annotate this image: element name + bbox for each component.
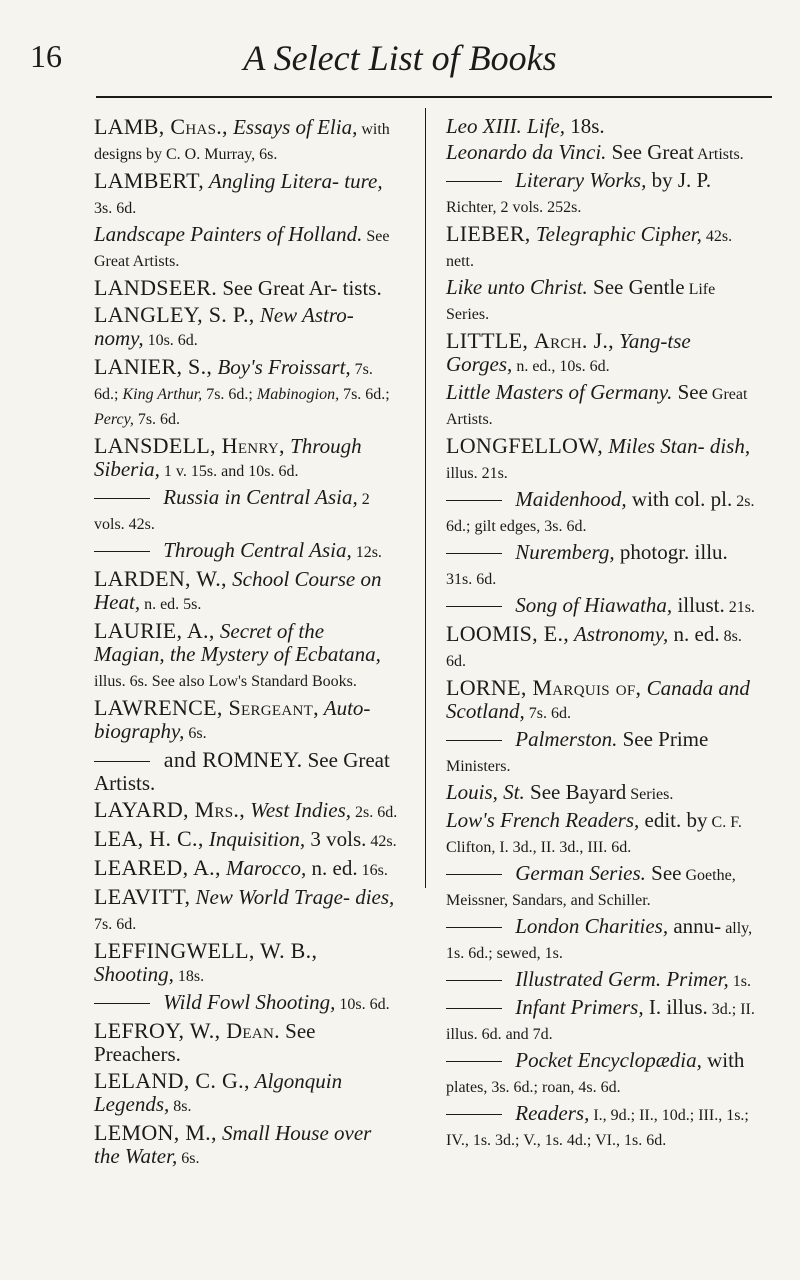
book-entry [446,434,756,485]
author-name: LAYARD, [94,797,195,822]
book-title: Algonquin Legends, [94,1069,343,1116]
entry-details: 10s. 6d. [335,996,390,1013]
author-name: LEA, H. C., [94,826,204,851]
book-entry [94,827,398,853]
book-title: Shooting, [94,962,174,986]
entry-note: annu- [668,914,722,938]
book-title: Wild Fowl Shooting, [158,990,336,1014]
book-title: Russia in Central Asia, [158,485,358,509]
book-entry [94,696,398,745]
author-name: LELAND, C. G., [94,1068,250,1093]
entry-details: 7s. 6d. [524,705,571,722]
entry-note: 3 vols. [305,827,367,851]
entry-details: See Great Artists. [94,228,390,270]
book-entry [94,169,398,220]
entry-details: 21s. [724,599,755,616]
book-entry [446,381,756,431]
book-title: Marocco, [220,856,307,880]
book-entry [446,676,756,725]
book-title: Illustrated Germ. Primer, [510,967,729,991]
author-name: LAMB, [94,114,171,139]
book-title: Boy's Froissart, [212,355,351,379]
entry-details: Richter, 2 vols. 252s. [446,199,582,216]
entry-details: plates, 3s. 6d.; roan, 4s. 6d. [446,1079,621,1096]
book-entry [94,856,398,882]
entry-note: See Great Artists. [94,748,390,795]
book-entry [94,1121,398,1170]
entry-details: I., 9d.; II., 10d.; III., 1s.; IV., 1s. 3d.; V., 1s. 4d.; VI., 1s. 6d. [446,1107,749,1149]
ditto-dash [94,1003,150,1004]
entry-details: 12s. [351,544,382,561]
book-title: Infant Primers, [510,995,644,1019]
entry-details: 1s. [728,973,751,990]
entry-note: illust. [672,593,725,617]
entry-details: 8s. [169,1098,192,1115]
page-header [0,0,800,110]
entry-details: 1 v. 15s. and 10s. 6d. [159,463,299,480]
book-title: London Charities, [510,914,669,938]
entry-details: Artists. [693,146,744,163]
book-title: West Indies, [245,798,351,822]
book-entry [446,222,756,273]
entry-details: 6s. [177,1150,200,1167]
ditto-dash [446,927,502,928]
book-entry [94,939,398,988]
entry-details: 7s. 6d. [94,916,137,933]
entry-details: Series. [626,786,674,803]
book-title: Readers, [510,1101,590,1125]
author-name: LEAVITT, [94,884,191,909]
ditto-dash [446,740,502,741]
book-title: Little Masters of Germany. [446,380,673,404]
book-title: Miles Stan- dish, [603,434,751,458]
book-title: Leonardo da Vinci. [446,140,607,164]
book-entry [94,486,398,536]
book-entry [446,541,756,591]
author-title: Marquis of, [532,675,642,700]
book-entry [94,885,398,936]
entry-details: with designs by C. O. Murray, 6s. [94,121,390,163]
book-title: Essays of Elia, [227,115,358,139]
entry-details: 16s. [357,862,388,879]
book-entry [94,539,398,564]
book-title: New Astro- nomy, [94,303,354,350]
author-name: LIEBER, [446,221,531,246]
author-title: Chas., [170,114,228,139]
author-name: LANDSEER. [94,275,218,300]
book-entry [94,567,398,616]
book-title: Astronomy, [569,622,669,646]
entry-note: 18s. [564,114,605,138]
author-name: LEMON, M., [94,1120,217,1145]
ditto-dash [446,1114,502,1115]
entry-details: Life Series. [446,281,716,323]
book-title: Small House over the Water, [94,1121,372,1168]
book-title: Secret of the Magian, the Mystery of Ecbatana, [94,619,381,666]
book-entry [446,594,756,619]
author-name: LANSDELL, [94,433,222,458]
book-entry [446,781,756,806]
ditto-dash [446,874,502,875]
entry-details: ally, 1s. 6d.; sewed, 1s. [446,920,753,962]
book-title: Like unto Christ. [446,275,588,299]
book-title: Palmerston. [510,727,618,751]
author-name-cont: J., [587,328,614,353]
book-entry [446,488,756,538]
author-title: Sergeant, [228,695,319,720]
entry-note: See [672,380,708,404]
book-title: Literary Works, [510,168,647,192]
author-name: LITTLE, [446,328,534,353]
book-title: Mabinogion, [256,386,340,403]
book-title: Song of Hiawatha, [510,593,673,617]
book-title: New World Trage- dies, [190,885,395,909]
entry-details: 2 vols. 42s. [94,491,370,533]
page-number: 16 [30,38,62,74]
author-name: LANGLEY, S. P., [94,302,255,327]
author-title: Henry, [221,433,285,458]
book-entry [446,728,756,778]
author-name: LEFFINGWELL, W. B., [94,938,318,963]
book-title: Nuremberg, [510,540,615,564]
book-entry [446,622,756,673]
book-entry [94,276,398,300]
author-name: LONGFELLOW, [446,433,604,458]
book-title: School Course on Heat, [94,567,382,614]
author-name: LEFROY, W., [94,1018,227,1043]
book-entry [446,862,756,912]
book-title: Louis, St. [446,780,525,804]
book-entry [94,748,398,795]
book-title: King Arthur, [122,386,203,403]
book-entry [446,915,756,965]
book-entry [446,809,756,859]
book-entry [94,991,398,1016]
author-name: LAURIE, A., [94,618,215,643]
book-entry [94,1069,398,1118]
entry-details: 18s. [173,968,205,985]
entry-note: photogr. illu. [614,540,728,564]
book-entry [94,303,398,352]
entry-details: n. ed. 5s. [140,596,202,613]
author-name: LAWRENCE, [94,695,229,720]
ditto-dash [94,551,150,552]
book-title: Auto- biography, [94,696,371,743]
entry-details: C. F. Clifton, I. 3d., II. 3d., III. 6d. [446,814,742,856]
book-title: Yang-tse Gorges, [446,329,691,376]
ditto-dash [446,980,502,981]
author-name: and ROMNEY. [158,747,303,772]
author-name: LOOMIS, E., [446,621,570,646]
author-name: LANIER, S., [94,354,213,379]
entry-note: by J. P. [646,168,712,192]
running-title: A Select List of Books [243,38,557,78]
ditto-dash [94,761,150,762]
entry-details: 7s. 6d. [133,411,181,428]
entry-note: See Prime [617,727,709,751]
author-name: LORNE, [446,675,533,700]
entry-note: See Bayard [524,780,627,804]
entry-details: 7s. 6d.; [94,361,373,403]
book-entry [446,329,756,378]
entry-details: 3s. 6d. [94,200,137,217]
entry-note: with [701,1048,745,1072]
book-entry [446,996,756,1046]
book-entry [94,1019,398,1066]
entry-details: 10s. 6d. [143,332,198,349]
book-title: Through Central Asia, [158,538,352,562]
entry-details: illus. 21s. [446,465,508,482]
book-title: Leo XIII. Life, [446,114,565,138]
entry-details: 31s. 6d. [446,571,497,588]
book-title: Low's French Readers, [446,808,640,832]
author-title: Mrs., [194,797,246,822]
author-name: LARDEN, W., [94,566,227,591]
entry-details: 8s. 6d. [446,628,742,670]
entry-note: See Preachers. [94,1019,316,1066]
ditto-dash [94,498,150,499]
right-column [446,115,756,1155]
entry-details: illus. 6s. See also Low's Standard Books. [94,673,357,690]
book-entry [94,115,398,166]
entry-note: See Great Ar- tists. [217,276,382,300]
book-entry [446,276,756,326]
book-title: Percy, [94,411,134,428]
author-title: Dean. [226,1018,280,1043]
entry-details: 2s. 6d. [351,804,398,821]
entry-note: See Gentle [587,275,685,299]
book-title: Canada and Scotland, [446,676,750,723]
ditto-dash [446,500,502,501]
entry-note: See Great [606,140,694,164]
entry-details: Ministers. [446,758,511,775]
entry-details: n. ed., 10s. 6d. [512,358,610,375]
book-entry [94,434,398,483]
entry-details: 2s. 6d.; gilt edges, 3s. 6d. [446,493,755,535]
book-entry [446,1102,756,1152]
ditto-dash [446,1008,502,1009]
book-title: Landscape Painters of Holland. [94,222,363,246]
book-title: Inquisition, [203,827,306,851]
entry-note: with col. pl. [626,487,733,511]
book-entry [94,355,398,431]
book-entry [446,115,756,138]
book-entry [446,1049,756,1099]
book-title: Maidenhood, [510,487,627,511]
entry-details: 7s. 6d.; [339,386,390,403]
author-name: LAMBERT, [94,168,205,193]
book-entry [446,141,756,166]
author-title: Arch. [533,328,588,353]
column-divider [425,108,426,888]
entry-details: Great Artists. [446,386,748,428]
entry-details: 6s. [184,725,207,742]
entry-details: 42s. [366,833,397,850]
entry-note: n. ed. [668,622,720,646]
book-entry [94,798,398,824]
entry-details: 7s. 6d.; [202,386,257,403]
left-column [94,115,398,1173]
ditto-dash [446,606,502,607]
entry-note: I. illus. [643,995,708,1019]
book-entry [446,169,756,219]
book-title: Through Siberia, [94,434,362,481]
book-title: Angling Litera- ture, [204,169,383,193]
book-entry [446,968,756,993]
header-rule [96,96,772,98]
entry-note: See [645,861,682,885]
book-entry [94,619,398,693]
ditto-dash [446,181,502,182]
ditto-dash [446,553,502,554]
entry-note: edit. by [639,808,708,832]
entry-details: 3d.; II. illus. 6d. and 7d. [446,1001,755,1043]
entry-note: n. ed. [306,856,358,880]
book-title: German Series. [510,861,646,885]
book-title: Telegraphic Cipher, [530,222,702,246]
entry-details: 42s. nett. [446,228,733,270]
entry-details: Goethe, Meissner, Sandars, and Schiller. [446,867,736,909]
author-name: LEARED, A., [94,855,221,880]
book-title: Pocket Encyclopædia, [510,1048,702,1072]
book-entry [94,223,398,273]
ditto-dash [446,1061,502,1062]
